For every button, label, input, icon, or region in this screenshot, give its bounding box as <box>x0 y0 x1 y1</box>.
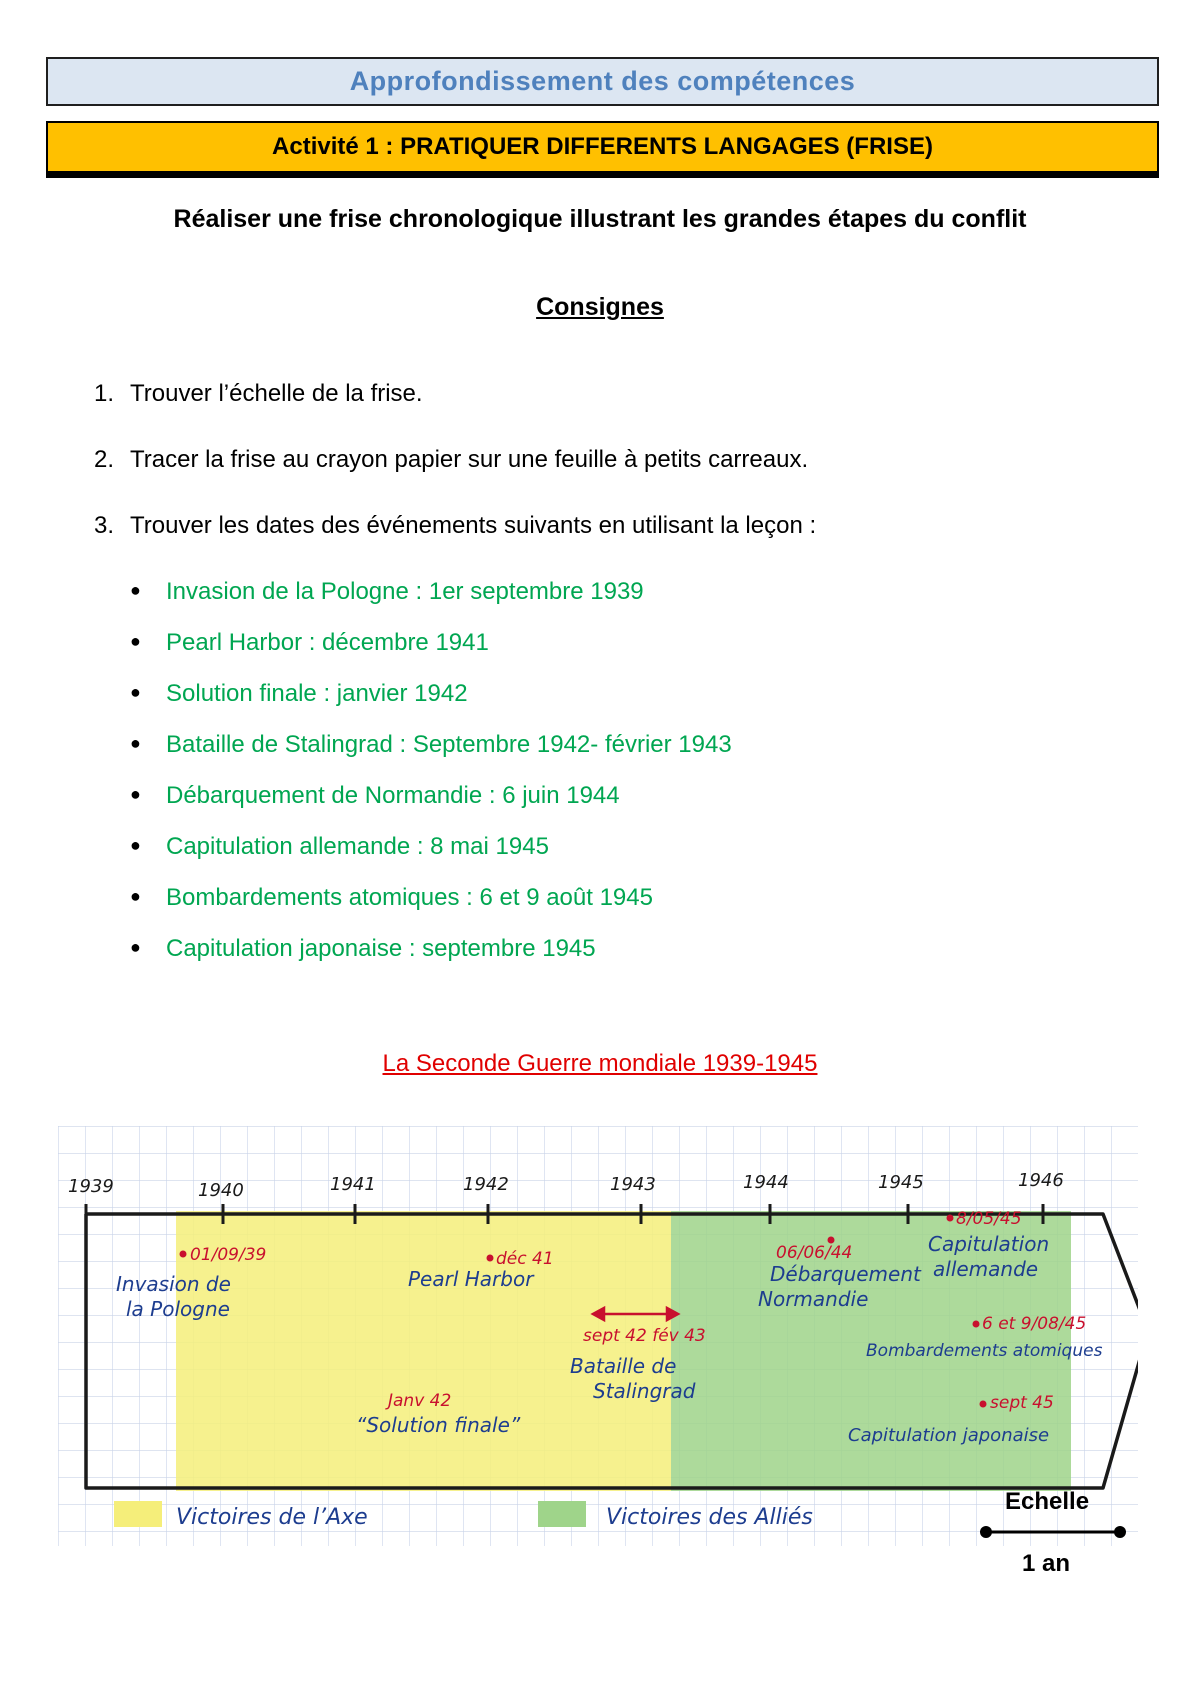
event-text: Capitulation japonaise : septembre 1945 <box>166 935 596 962</box>
page-banner-title: Approfondissement des compétences <box>46 57 1159 106</box>
bombe-label: Bombardements atomiques <box>866 1341 1103 1361</box>
year-label: 1946 <box>1018 1170 1064 1191</box>
event-text: Bombardements atomiques : 6 et 9 août 1945 <box>166 884 653 911</box>
event-text: Invasion de la Pologne : 1er septembre 1939 <box>166 578 644 605</box>
event-dot <box>487 1255 494 1262</box>
capall-label: allemande <box>933 1257 1039 1281</box>
scale-value: 1 an <box>1022 1550 1071 1577</box>
bullet-icon: ● <box>130 937 141 957</box>
bombe-date: 6 et 9/08/45 <box>982 1314 1087 1334</box>
timeline-title: La Seconde Guerre mondiale 1939-1945 <box>382 1050 818 1077</box>
debarquement-label: Normandie <box>758 1287 869 1311</box>
scale-bar <box>978 1522 1128 1542</box>
bullet-icon: ● <box>130 631 141 651</box>
events-list <box>130 578 732 986</box>
year-label: 1945 <box>878 1172 924 1193</box>
bullet-icon: ● <box>130 784 141 804</box>
event-text: Bataille de Stalingrad : Septembre 1942- février 1943 <box>166 731 732 758</box>
capjap-label: Capitulation japonaise <box>848 1425 1050 1446</box>
capall-label: Capitulation <box>928 1232 1050 1256</box>
pearl-label: Pearl Harbor <box>408 1267 534 1291</box>
step-text: Trouver l’échelle de la frise. <box>130 380 423 407</box>
event-item <box>130 935 732 986</box>
event-item <box>130 578 732 629</box>
legend-allies-label: Victoires des Alliés <box>606 1505 813 1530</box>
step-text: Trouver les dates des événements suivants en utilisant la leçon : <box>130 512 817 539</box>
year-label: 1943 <box>610 1174 656 1195</box>
capall-date: 8/05/45 <box>956 1209 1022 1229</box>
legend-allies-swatch <box>538 1501 586 1527</box>
bullet-icon: ● <box>130 580 141 600</box>
legend-axe-label: Victoires de l’Axe <box>176 1505 368 1530</box>
bullet-icon: ● <box>130 835 141 855</box>
event-text: Capitulation allemande : 8 mai 1945 <box>166 833 549 860</box>
bullet-icon: ● <box>130 886 141 906</box>
year-label: 1941 <box>330 1174 376 1195</box>
step-item <box>94 380 816 446</box>
bullet-icon: ● <box>130 733 141 753</box>
event-item <box>130 782 732 833</box>
debarquement-label: Débarquement <box>770 1262 921 1286</box>
pologne-label: la Pologne <box>126 1297 230 1321</box>
event-text: Solution finale : janvier 1942 <box>166 680 468 707</box>
consignes-heading: Consignes <box>536 293 664 321</box>
scale-title: Echelle <box>1005 1488 1090 1515</box>
step-item <box>94 446 816 512</box>
legend-axe-swatch <box>114 1501 162 1527</box>
scale-left-end <box>980 1526 992 1538</box>
event-text: Pearl Harbor : décembre 1941 <box>166 629 489 656</box>
solution-label: “Solution finale” <box>356 1413 521 1437</box>
timeline-figure <box>58 1126 1138 1546</box>
year-label: 1944 <box>743 1172 789 1193</box>
event-text: Débarquement de Normandie : 6 juin 1944 <box>166 782 620 809</box>
year-label: 1942 <box>463 1174 509 1195</box>
pearl-date: déc 41 <box>496 1249 554 1269</box>
step-text: Tracer la frise au crayon papier sur une feuille à petits carreaux. <box>130 446 809 473</box>
event-item <box>130 833 732 884</box>
event-dot <box>180 1251 187 1258</box>
intro-instruction: Réaliser une frise chronologique illustrant les grandes étapes du conflit <box>173 205 1027 233</box>
stalingrad-label: Bataille de <box>570 1354 677 1378</box>
stalingrad-label: Stalingrad <box>593 1379 696 1403</box>
step-number: 1. <box>94 380 115 407</box>
activity-banner: Activité 1 : PRATIQUER DIFFERENTS LANGAGES (FRISE) <box>46 121 1159 173</box>
step-item <box>94 512 816 578</box>
stalingrad-date: sept 42 fév 43 <box>583 1326 706 1346</box>
debarquement-date: 06/06/44 <box>776 1243 853 1263</box>
steps-list <box>94 380 816 578</box>
year-label: 1940 <box>198 1180 244 1201</box>
capjap-date: sept 45 <box>990 1393 1054 1413</box>
event-dot <box>947 1215 954 1222</box>
step-number: 3. <box>94 512 115 539</box>
event-item <box>130 629 732 680</box>
event-item <box>130 680 732 731</box>
pologne-label: Invasion de <box>116 1272 231 1296</box>
step-number: 2. <box>94 446 115 473</box>
solution-date: Janv 42 <box>388 1391 452 1411</box>
event-dot <box>973 1321 980 1328</box>
event-item <box>130 731 732 782</box>
pologne-date: 01/09/39 <box>190 1245 267 1265</box>
event-item <box>130 884 732 935</box>
event-dot <box>980 1401 987 1408</box>
scale-right-end <box>1114 1526 1126 1538</box>
year-label: 1939 <box>68 1176 114 1197</box>
bullet-icon: ● <box>130 682 141 702</box>
